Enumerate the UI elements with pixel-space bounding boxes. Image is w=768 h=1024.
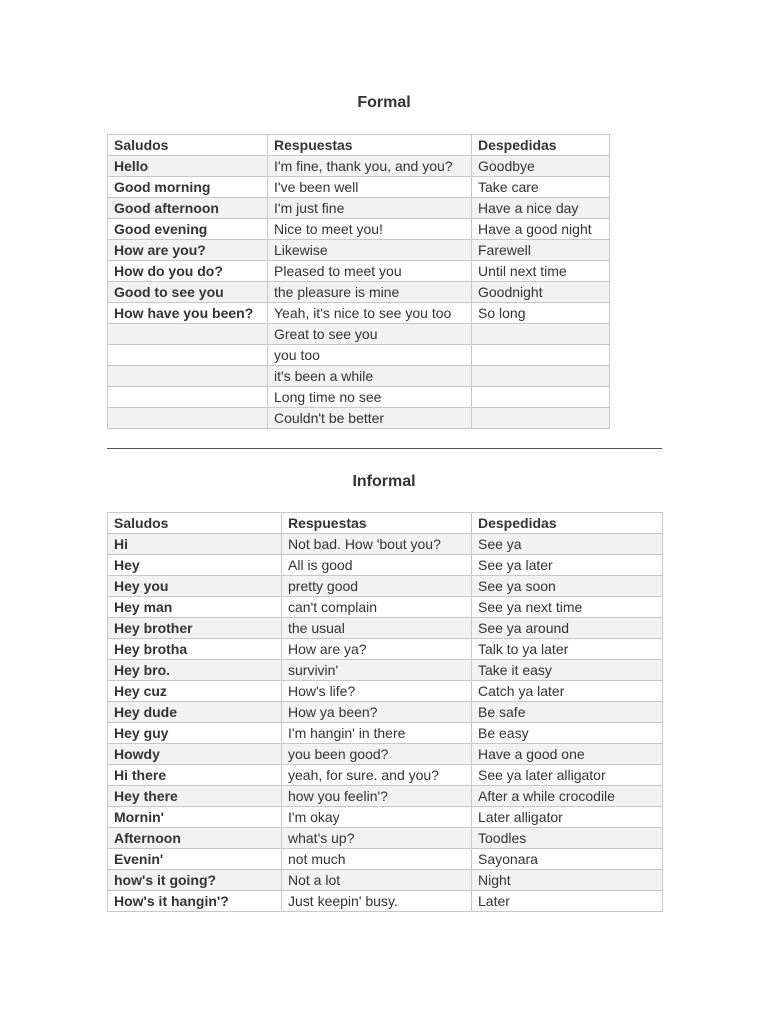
- respuestas-cell: pretty good: [282, 576, 472, 597]
- saludos-cell: Hey guy: [108, 723, 282, 744]
- despedidas-cell: Have a good one: [472, 744, 663, 765]
- respuestas-cell: it's been a while: [268, 366, 472, 387]
- respuestas-cell: I've been well: [268, 177, 472, 198]
- respuestas-cell: Likewise: [268, 240, 472, 261]
- respuestas-cell: what's up?: [282, 828, 472, 849]
- table-row: [108, 534, 663, 555]
- saludos-cell: Good morning: [108, 177, 268, 198]
- column-header-respuestas: Respuestas: [268, 135, 472, 156]
- table-row: [108, 786, 663, 807]
- respuestas-cell: Yeah, it's nice to see you too: [268, 303, 472, 324]
- saludos-cell: Good evening: [108, 219, 268, 240]
- saludos-cell: How have you been?: [108, 303, 268, 324]
- column-header-despedidas: Despedidas: [472, 135, 610, 156]
- respuestas-cell: not much: [282, 849, 472, 870]
- despedidas-cell: Talk to ya later: [472, 639, 663, 660]
- respuestas-cell: Nice to meet you!: [268, 219, 472, 240]
- table-row: [108, 303, 610, 324]
- saludos-cell: How are you?: [108, 240, 268, 261]
- respuestas-cell: Great to see you: [268, 324, 472, 345]
- informal-table: [107, 512, 663, 912]
- column-header-saludos: Saludos: [108, 135, 268, 156]
- respuestas-cell: Not a lot: [282, 870, 472, 891]
- table-row: [108, 870, 663, 891]
- respuestas-cell: Not bad. How 'bout you?: [282, 534, 472, 555]
- table-row: [108, 261, 610, 282]
- respuestas-cell: how you feelin'?: [282, 786, 472, 807]
- despedidas-cell: See ya later: [472, 555, 663, 576]
- despedidas-cell: Goodnight: [472, 282, 610, 303]
- table-row: [108, 198, 610, 219]
- respuestas-cell: All is good: [282, 555, 472, 576]
- despedidas-cell: [472, 366, 610, 387]
- saludos-cell: Hey you: [108, 576, 282, 597]
- despedidas-cell: Be easy: [472, 723, 663, 744]
- despedidas-cell: After a while crocodile: [472, 786, 663, 807]
- saludos-cell: Evenin': [108, 849, 282, 870]
- despedidas-cell: Farewell: [472, 240, 610, 261]
- despedidas-cell: [472, 324, 610, 345]
- despedidas-cell: Toodles: [472, 828, 663, 849]
- respuestas-cell: Just keepin' busy.: [282, 891, 472, 912]
- table-row: [108, 597, 663, 618]
- saludos-cell: Howdy: [108, 744, 282, 765]
- table-row: [108, 765, 663, 786]
- table-row: [108, 177, 610, 198]
- table-row: [108, 408, 610, 429]
- saludos-cell: how's it going?: [108, 870, 282, 891]
- despedidas-cell: See ya later alligator: [472, 765, 663, 786]
- despedidas-cell: Until next time: [472, 261, 610, 282]
- saludos-cell: [108, 408, 268, 429]
- despedidas-cell: Sayonara: [472, 849, 663, 870]
- despedidas-cell: [472, 345, 610, 366]
- respuestas-cell: Pleased to meet you: [268, 261, 472, 282]
- saludos-cell: Hey there: [108, 786, 282, 807]
- table-row: [108, 345, 610, 366]
- despedidas-cell: [472, 387, 610, 408]
- saludos-cell: [108, 387, 268, 408]
- saludos-cell: Good afternoon: [108, 198, 268, 219]
- column-header-saludos: Saludos: [108, 513, 282, 534]
- column-header-respuestas: Respuestas: [282, 513, 472, 534]
- respuestas-cell: you been good?: [282, 744, 472, 765]
- despedidas-cell: Be safe: [472, 702, 663, 723]
- header-row: [108, 135, 610, 156]
- respuestas-cell: yeah, for sure. and you?: [282, 765, 472, 786]
- despedidas-cell: See ya soon: [472, 576, 663, 597]
- despedidas-cell: See ya around: [472, 618, 663, 639]
- table-row: [108, 639, 663, 660]
- table-row: [108, 387, 610, 408]
- respuestas-cell: How are ya?: [282, 639, 472, 660]
- column-header-despedidas: Despedidas: [472, 513, 663, 534]
- despedidas-cell: [472, 408, 610, 429]
- saludos-cell: [108, 324, 268, 345]
- despedidas-cell: Catch ya later: [472, 681, 663, 702]
- informal-section-title: Informal: [352, 473, 416, 490]
- despedidas-cell: Goodbye: [472, 156, 610, 177]
- table-row: [108, 282, 610, 303]
- respuestas-cell: you too: [268, 345, 472, 366]
- saludos-cell: [108, 345, 268, 366]
- respuestas-cell: Couldn't be better: [268, 408, 472, 429]
- table-row: [108, 156, 610, 177]
- respuestas-cell: I'm hangin' in there: [282, 723, 472, 744]
- saludos-cell: [108, 366, 268, 387]
- saludos-cell: Afternoon: [108, 828, 282, 849]
- saludos-cell: How do you do?: [108, 261, 268, 282]
- formal-section-title: Formal: [357, 94, 411, 111]
- table-row: [108, 744, 663, 765]
- table-row: [108, 219, 610, 240]
- saludos-cell: Hey cuz: [108, 681, 282, 702]
- table-row: [108, 807, 663, 828]
- despedidas-cell: So long: [472, 303, 610, 324]
- respuestas-cell: Long time no see: [268, 387, 472, 408]
- formal-table: [107, 134, 610, 429]
- saludos-cell: Hey man: [108, 597, 282, 618]
- saludos-cell: Hey dude: [108, 702, 282, 723]
- table-row: [108, 660, 663, 681]
- respuestas-cell: survivin': [282, 660, 472, 681]
- respuestas-cell: the usual: [282, 618, 472, 639]
- saludos-cell: Hey: [108, 555, 282, 576]
- saludos-cell: Hi there: [108, 765, 282, 786]
- table-row: [108, 618, 663, 639]
- despedidas-cell: Later: [472, 891, 663, 912]
- saludos-cell: Hi: [108, 534, 282, 555]
- table-row: [108, 891, 663, 912]
- saludos-cell: How's it hangin'?: [108, 891, 282, 912]
- saludos-cell: Hey bro.: [108, 660, 282, 681]
- respuestas-cell: How's life?: [282, 681, 472, 702]
- table-row: [108, 849, 663, 870]
- table-row: [108, 240, 610, 261]
- table-row: [108, 324, 610, 345]
- despedidas-cell: Night: [472, 870, 663, 891]
- despedidas-cell: See ya: [472, 534, 663, 555]
- despedidas-cell: Take care: [472, 177, 610, 198]
- respuestas-cell: the pleasure is mine: [268, 282, 472, 303]
- table-row: [108, 681, 663, 702]
- header-row: [108, 513, 663, 534]
- despedidas-cell: See ya next time: [472, 597, 663, 618]
- respuestas-cell: How ya been?: [282, 702, 472, 723]
- table-row: [108, 828, 663, 849]
- table-row: [108, 723, 663, 744]
- table-row: [108, 576, 663, 597]
- respuestas-cell: can't complain: [282, 597, 472, 618]
- respuestas-cell: I'm okay: [282, 807, 472, 828]
- saludos-cell: Hey brother: [108, 618, 282, 639]
- saludos-cell: Hello: [108, 156, 268, 177]
- respuestas-cell: I'm just fine: [268, 198, 472, 219]
- despedidas-cell: Later alligator: [472, 807, 663, 828]
- table-row: [108, 555, 663, 576]
- section-divider: [107, 448, 662, 449]
- despedidas-cell: Have a nice day: [472, 198, 610, 219]
- table-row: [108, 366, 610, 387]
- table-row: [108, 702, 663, 723]
- saludos-cell: Good to see you: [108, 282, 268, 303]
- saludos-cell: Hey brotha: [108, 639, 282, 660]
- respuestas-cell: I'm fine, thank you, and you?: [268, 156, 472, 177]
- saludos-cell: Mornin': [108, 807, 282, 828]
- despedidas-cell: Have a good night: [472, 219, 610, 240]
- despedidas-cell: Take it easy: [472, 660, 663, 681]
